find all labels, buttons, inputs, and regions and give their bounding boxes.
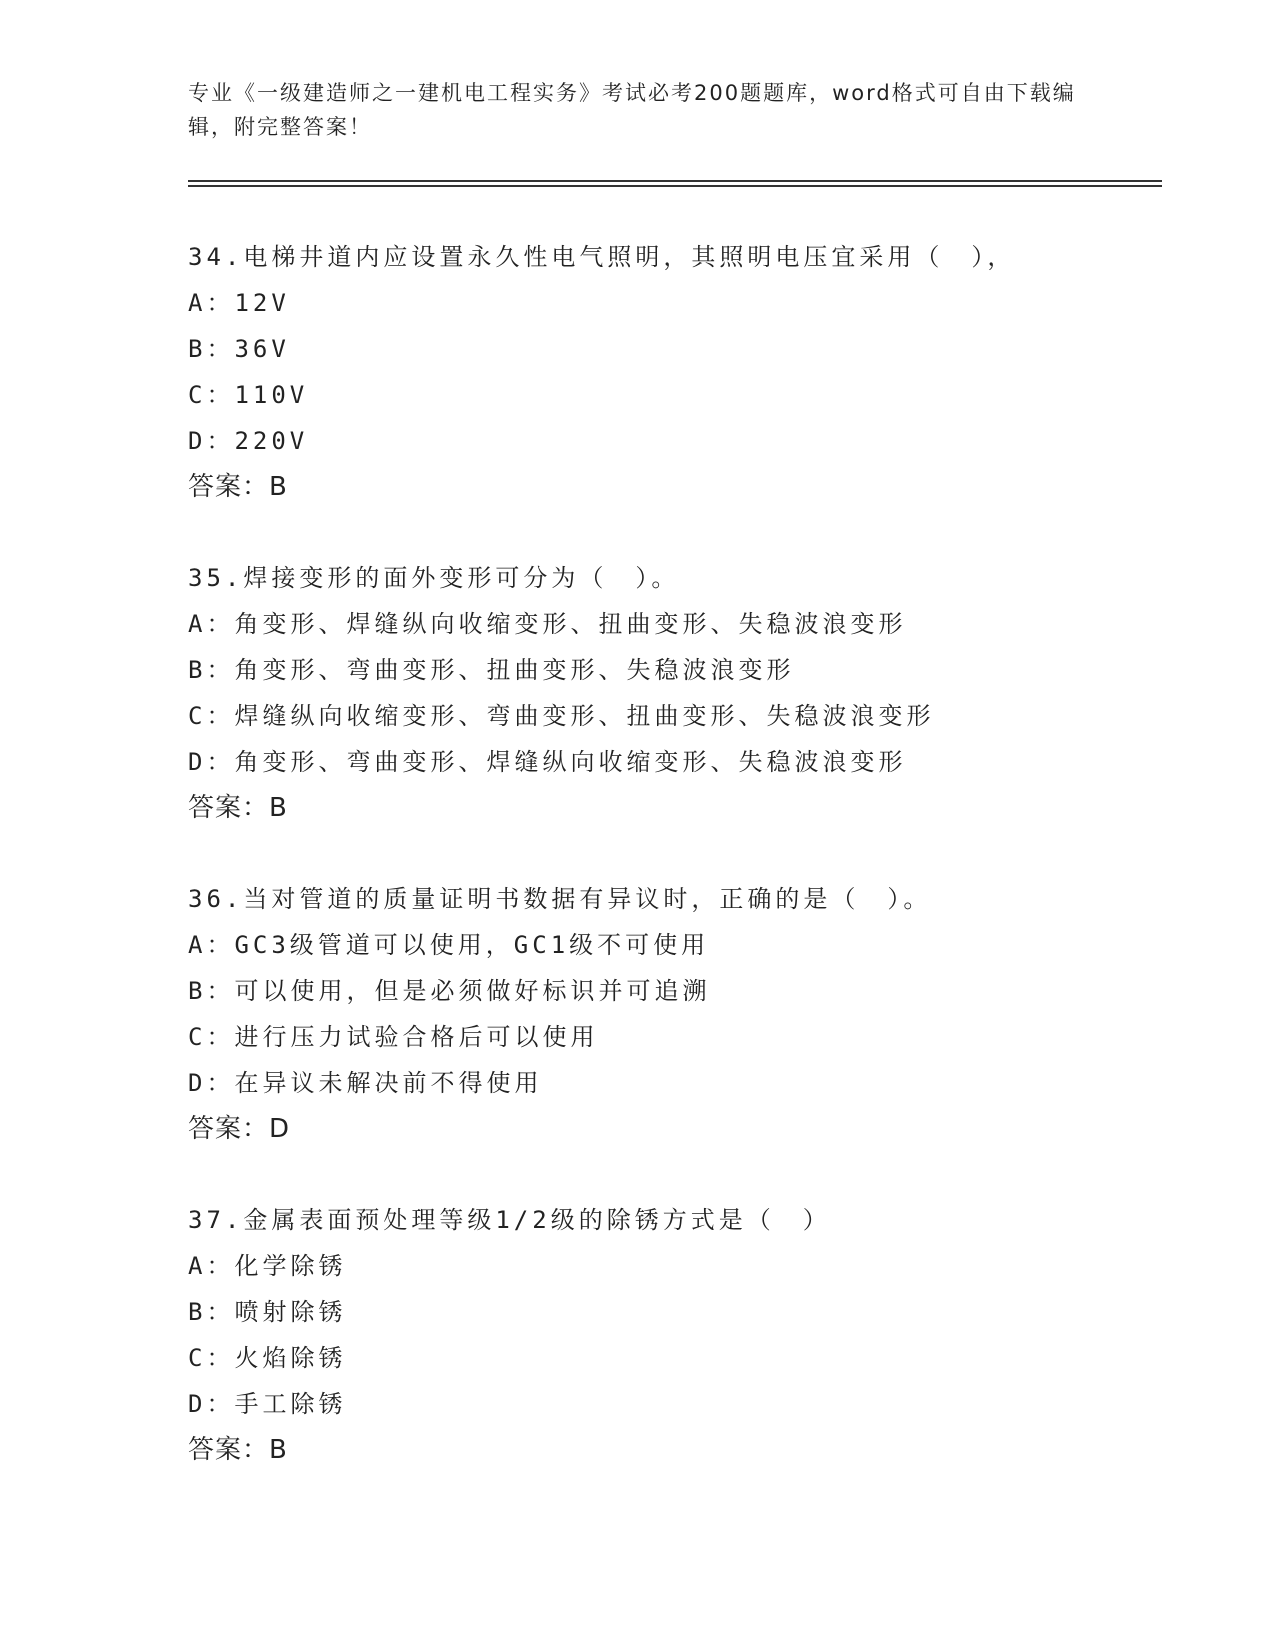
option-b: B：角变形、弯曲变形、扭曲变形、失稳波浪变形 [188, 656, 795, 684]
option-d: D：在异议未解决前不得使用 [188, 1069, 543, 1097]
option-c: C：110V [188, 381, 309, 409]
document-header: 专业《一级建造师之一建机电工程实务》考试必考200题题库，word格式可自由下载编辑，附完整答案！ [188, 81, 1076, 139]
question-36 [188, 876, 1148, 1152]
question-stem: 35.焊接变形的面外变形可分为（ ）。 [188, 564, 680, 592]
question-37 [188, 1197, 1148, 1473]
option-a: A：12V [188, 289, 290, 317]
answer-line: 答案：B [188, 793, 288, 823]
option-a: A：GC3级管道可以使用，GC1级不可使用 [188, 931, 710, 959]
option-a: A：化学除锈 [188, 1252, 347, 1280]
option-b: B：喷射除锈 [188, 1298, 347, 1326]
question-stem: 37.金属表面预处理等级1/2级的除锈方式是（ ） [188, 1206, 831, 1234]
option-c: C：火焰除锈 [188, 1344, 347, 1372]
question-35 [188, 555, 1148, 831]
answer-line: 答案：D [188, 1114, 291, 1144]
option-d: D：手工除锈 [188, 1390, 347, 1418]
option-d: D：220V [188, 427, 309, 455]
option-a: A：角变形、焊缝纵向收缩变形、扭曲变形、失稳波浪变形 [188, 610, 907, 638]
option-b: B：36V [188, 335, 290, 363]
option-c: C：焊缝纵向收缩变形、弯曲变形、扭曲变形、失稳波浪变形 [188, 702, 935, 730]
option-d: D：角变形、弯曲变形、焊缝纵向收缩变形、失稳波浪变形 [188, 748, 907, 776]
answer-line: 答案：B [188, 472, 288, 502]
question-stem: 36.当对管道的质量证明书数据有异议时，正确的是（ ）。 [188, 885, 932, 913]
option-b: B：可以使用，但是必须做好标识并可追溯 [188, 977, 711, 1005]
question-stem: 34.电梯井道内应设置永久性电气照明，其照明电压宜采用（ ）， [188, 243, 1016, 271]
question-34 [188, 234, 1148, 510]
option-c: C：进行压力试验合格后可以使用 [188, 1023, 599, 1051]
header-divider-bottom [188, 185, 1162, 187]
header-divider-top [188, 180, 1162, 182]
answer-line: 答案：B [188, 1435, 288, 1465]
